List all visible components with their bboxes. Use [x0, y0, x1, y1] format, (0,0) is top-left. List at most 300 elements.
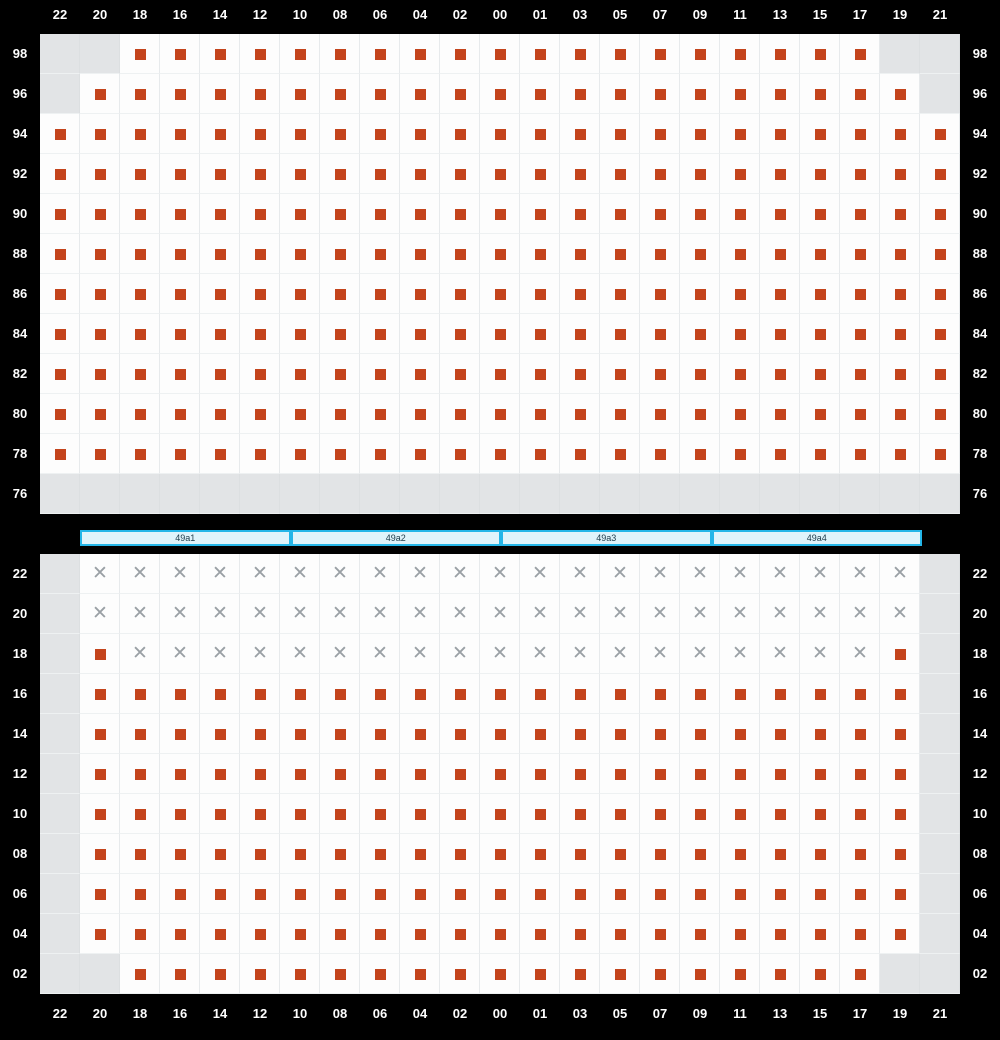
seat-marker[interactable] — [255, 289, 266, 300]
seat-cell-available[interactable] — [640, 74, 680, 114]
seat-marker[interactable] — [215, 129, 226, 140]
seat-cell-available[interactable] — [600, 394, 640, 434]
seat-marker[interactable] — [535, 369, 546, 380]
seat-cell-available[interactable] — [640, 34, 680, 74]
seat-cell-available[interactable] — [240, 674, 280, 714]
seat-cell-available[interactable] — [280, 234, 320, 274]
seat-marker[interactable] — [55, 209, 66, 220]
seat-cell-available[interactable] — [240, 834, 280, 874]
seat-marker[interactable] — [895, 849, 906, 860]
seat-cell-available[interactable] — [360, 874, 400, 914]
seat-cell-available[interactable] — [120, 674, 160, 714]
seat-marker[interactable] — [935, 369, 946, 380]
seat-cell-available[interactable] — [560, 794, 600, 834]
seat-cell-available[interactable] — [640, 114, 680, 154]
seat-marker[interactable] — [215, 769, 226, 780]
seat-marker[interactable] — [735, 329, 746, 340]
seat-marker[interactable] — [895, 889, 906, 900]
seat-marker[interactable] — [215, 49, 226, 60]
seat-marker[interactable] — [255, 689, 266, 700]
seat-cell-available[interactable] — [240, 714, 280, 754]
seat-cell-available[interactable] — [800, 674, 840, 714]
seat-cell-available[interactable] — [240, 154, 280, 194]
seat-marker[interactable] — [655, 329, 666, 340]
seat-cell-available[interactable] — [640, 754, 680, 794]
seat-marker[interactable] — [95, 649, 106, 660]
seat-cell-available[interactable] — [480, 354, 520, 394]
seat-marker[interactable] — [255, 969, 266, 980]
seat-marker[interactable] — [655, 769, 666, 780]
seat-cell-available[interactable] — [520, 194, 560, 234]
seat-marker[interactable] — [375, 169, 386, 180]
seat-cell-available[interactable] — [120, 874, 160, 914]
seat-cell-available[interactable] — [200, 354, 240, 394]
seat-marker[interactable] — [695, 769, 706, 780]
seat-marker[interactable] — [855, 89, 866, 100]
seat-cell-available[interactable] — [160, 754, 200, 794]
seat-cell-available[interactable] — [640, 194, 680, 234]
seat-marker[interactable] — [335, 689, 346, 700]
seat-marker[interactable] — [815, 449, 826, 460]
seat-marker[interactable] — [215, 449, 226, 460]
seat-cell-available[interactable] — [360, 834, 400, 874]
seat-cell-available[interactable] — [320, 834, 360, 874]
seat-cell-available[interactable] — [360, 354, 400, 394]
seat-marker[interactable] — [815, 369, 826, 380]
seat-marker[interactable] — [895, 929, 906, 940]
seat-cell-available[interactable] — [720, 714, 760, 754]
seat-marker[interactable] — [55, 169, 66, 180]
seat-cell-available[interactable] — [760, 74, 800, 114]
seat-cell-available[interactable] — [560, 874, 600, 914]
seat-marker[interactable] — [95, 329, 106, 340]
seat-cell-available[interactable] — [160, 314, 200, 354]
seat-cell-available[interactable] — [720, 794, 760, 834]
seat-cell-available[interactable] — [720, 354, 760, 394]
seat-marker[interactable] — [95, 449, 106, 460]
seat-cell-available[interactable] — [80, 674, 120, 714]
seat-cell-available[interactable] — [360, 794, 400, 834]
seat-cell-available[interactable] — [800, 754, 840, 794]
seat-marker[interactable] — [815, 849, 826, 860]
seat-cell-available[interactable] — [480, 914, 520, 954]
seat-marker[interactable] — [895, 769, 906, 780]
seat-marker[interactable] — [695, 289, 706, 300]
seat-marker[interactable] — [455, 49, 466, 60]
seat-cell-available[interactable] — [400, 314, 440, 354]
seat-marker[interactable] — [415, 369, 426, 380]
seat-marker[interactable] — [215, 889, 226, 900]
seat-marker[interactable] — [735, 889, 746, 900]
seat-cell-available[interactable] — [120, 114, 160, 154]
seat-cell-available[interactable] — [120, 394, 160, 434]
seat-cell-available[interactable] — [920, 154, 960, 194]
seat-marker[interactable] — [455, 329, 466, 340]
seat-cell-available[interactable] — [560, 714, 600, 754]
seat-marker[interactable] — [735, 809, 746, 820]
seat-cell-available[interactable] — [80, 354, 120, 394]
seat-cell-available[interactable] — [120, 954, 160, 994]
seat-cell-available[interactable] — [760, 394, 800, 434]
seat-cell-available[interactable] — [120, 34, 160, 74]
seat-cell-available[interactable] — [200, 34, 240, 74]
seat-cell-available[interactable] — [320, 754, 360, 794]
seat-cell-available[interactable] — [320, 394, 360, 434]
seat-cell-available[interactable] — [880, 794, 920, 834]
seat-marker[interactable] — [455, 129, 466, 140]
seat-marker[interactable] — [415, 89, 426, 100]
seat-cell-available[interactable] — [120, 754, 160, 794]
seat-marker[interactable] — [375, 769, 386, 780]
seat-cell-available[interactable] — [400, 914, 440, 954]
seat-marker[interactable] — [855, 49, 866, 60]
seat-marker[interactable] — [295, 849, 306, 860]
seat-cell-available[interactable] — [120, 434, 160, 474]
seat-marker[interactable] — [615, 129, 626, 140]
seat-cell-available[interactable] — [200, 874, 240, 914]
seat-cell-available[interactable] — [920, 434, 960, 474]
seat-cell-available[interactable] — [160, 354, 200, 394]
seat-marker[interactable] — [735, 729, 746, 740]
seat-marker[interactable] — [695, 369, 706, 380]
seat-cell-available[interactable] — [680, 434, 720, 474]
seat-cell-available[interactable] — [680, 194, 720, 234]
seat-cell-available[interactable] — [160, 154, 200, 194]
seat-marker[interactable] — [615, 809, 626, 820]
seat-cell-available[interactable] — [560, 234, 600, 274]
seat-marker[interactable] — [255, 449, 266, 460]
seat-cell-available[interactable] — [760, 754, 800, 794]
seat-marker[interactable] — [135, 689, 146, 700]
seat-marker[interactable] — [655, 849, 666, 860]
seat-cell-available[interactable] — [680, 74, 720, 114]
seat-marker[interactable] — [855, 729, 866, 740]
seat-cell-available[interactable] — [440, 234, 480, 274]
seat-marker[interactable] — [335, 369, 346, 380]
seat-cell-available[interactable] — [160, 794, 200, 834]
seat-marker[interactable] — [415, 929, 426, 940]
seat-marker[interactable] — [215, 969, 226, 980]
seat-marker[interactable] — [415, 809, 426, 820]
seat-marker[interactable] — [615, 169, 626, 180]
seat-marker[interactable] — [895, 249, 906, 260]
seat-marker[interactable] — [295, 689, 306, 700]
seat-cell-available[interactable] — [280, 674, 320, 714]
seat-marker[interactable] — [295, 369, 306, 380]
seat-cell-available[interactable] — [880, 114, 920, 154]
seat-cell-available[interactable] — [600, 114, 640, 154]
seat-cell-available[interactable] — [760, 314, 800, 354]
seat-cell-available[interactable] — [760, 674, 800, 714]
seat-cell-available[interactable] — [600, 794, 640, 834]
seat-cell-available[interactable] — [160, 954, 200, 994]
seat-cell-available[interactable] — [640, 354, 680, 394]
seat-marker[interactable] — [175, 209, 186, 220]
seat-cell-available[interactable] — [280, 314, 320, 354]
seat-cell-available[interactable] — [600, 874, 640, 914]
seat-marker[interactable] — [815, 689, 826, 700]
seat-cell-available[interactable] — [440, 434, 480, 474]
seat-cell-available[interactable] — [360, 754, 400, 794]
seat-cell-available[interactable] — [480, 834, 520, 874]
seat-marker[interactable] — [615, 849, 626, 860]
seat-marker[interactable] — [535, 809, 546, 820]
seat-cell-available[interactable] — [360, 434, 400, 474]
seat-marker[interactable] — [535, 689, 546, 700]
seat-marker[interactable] — [775, 849, 786, 860]
seat-marker[interactable] — [615, 889, 626, 900]
seat-marker[interactable] — [855, 889, 866, 900]
seat-cell-available[interactable] — [560, 34, 600, 74]
seat-cell-available[interactable] — [280, 194, 320, 234]
seat-marker[interactable] — [95, 929, 106, 940]
seat-marker[interactable] — [375, 209, 386, 220]
seat-marker[interactable] — [335, 129, 346, 140]
seat-cell-available[interactable] — [40, 354, 80, 394]
seat-cell-available[interactable] — [800, 354, 840, 394]
seat-marker[interactable] — [575, 409, 586, 420]
seat-marker[interactable] — [495, 89, 506, 100]
seat-cell-available[interactable] — [240, 914, 280, 954]
seat-marker[interactable] — [535, 409, 546, 420]
seat-marker[interactable] — [575, 289, 586, 300]
seat-cell-available[interactable] — [800, 394, 840, 434]
seat-cell-available[interactable] — [120, 834, 160, 874]
seat-marker[interactable] — [175, 809, 186, 820]
seat-marker[interactable] — [655, 289, 666, 300]
seat-cell-available[interactable] — [320, 194, 360, 234]
seat-marker[interactable] — [895, 689, 906, 700]
seat-marker[interactable] — [415, 329, 426, 340]
seat-marker[interactable] — [255, 889, 266, 900]
seat-cell-available[interactable] — [880, 434, 920, 474]
seat-marker[interactable] — [415, 889, 426, 900]
seat-cell-available[interactable] — [200, 754, 240, 794]
seat-cell-available[interactable] — [840, 114, 880, 154]
seat-cell-available[interactable] — [800, 274, 840, 314]
seat-cell-available[interactable] — [440, 154, 480, 194]
seat-marker[interactable] — [295, 289, 306, 300]
seat-marker[interactable] — [295, 729, 306, 740]
seat-cell-available[interactable] — [320, 274, 360, 314]
seat-marker[interactable] — [535, 729, 546, 740]
seat-cell-available[interactable] — [760, 434, 800, 474]
seat-marker[interactable] — [775, 769, 786, 780]
seat-marker[interactable] — [615, 729, 626, 740]
seat-marker[interactable] — [575, 129, 586, 140]
seat-cell-available[interactable] — [440, 674, 480, 714]
seat-marker[interactable] — [735, 449, 746, 460]
seat-cell-available[interactable] — [680, 714, 720, 754]
seat-cell-available[interactable] — [480, 954, 520, 994]
seat-cell-available[interactable] — [360, 274, 400, 314]
seat-marker[interactable] — [215, 689, 226, 700]
seat-marker[interactable] — [775, 689, 786, 700]
seat-cell-available[interactable] — [280, 914, 320, 954]
seat-marker[interactable] — [255, 729, 266, 740]
seat-cell-available[interactable] — [600, 354, 640, 394]
seat-cell-available[interactable] — [400, 394, 440, 434]
seat-marker[interactable] — [695, 929, 706, 940]
seat-marker[interactable] — [775, 369, 786, 380]
seat-marker[interactable] — [295, 929, 306, 940]
seat-cell-available[interactable] — [320, 74, 360, 114]
seat-marker[interactable] — [455, 729, 466, 740]
seat-marker[interactable] — [575, 169, 586, 180]
seat-cell-available[interactable] — [120, 914, 160, 954]
seat-cell-available[interactable] — [480, 154, 520, 194]
seat-cell-available[interactable] — [200, 314, 240, 354]
seat-cell-available[interactable] — [520, 714, 560, 754]
seat-marker[interactable] — [375, 929, 386, 940]
seat-marker[interactable] — [775, 729, 786, 740]
seat-cell-available[interactable] — [640, 874, 680, 914]
seat-marker[interactable] — [455, 369, 466, 380]
seat-cell-available[interactable] — [880, 194, 920, 234]
seat-marker[interactable] — [815, 889, 826, 900]
seat-marker[interactable] — [855, 809, 866, 820]
seat-marker[interactable] — [775, 289, 786, 300]
seat-cell-available[interactable] — [360, 194, 400, 234]
seat-marker[interactable] — [695, 849, 706, 860]
seat-marker[interactable] — [655, 969, 666, 980]
seat-marker[interactable] — [175, 689, 186, 700]
seat-cell-available[interactable] — [800, 914, 840, 954]
seat-cell-available[interactable] — [760, 274, 800, 314]
seat-cell-available[interactable] — [600, 34, 640, 74]
seat-cell-available[interactable] — [240, 354, 280, 394]
seat-cell-available[interactable] — [720, 74, 760, 114]
seat-cell-available[interactable] — [80, 754, 120, 794]
seat-marker[interactable] — [695, 209, 706, 220]
seat-cell-available[interactable] — [520, 394, 560, 434]
seat-marker[interactable] — [415, 769, 426, 780]
seat-cell-available[interactable] — [640, 674, 680, 714]
seat-marker[interactable] — [415, 729, 426, 740]
seat-cell-available[interactable] — [480, 74, 520, 114]
seat-marker[interactable] — [135, 329, 146, 340]
seat-marker[interactable] — [255, 329, 266, 340]
seat-cell-available[interactable] — [400, 874, 440, 914]
seat-marker[interactable] — [335, 249, 346, 260]
seat-marker[interactable] — [255, 849, 266, 860]
seat-cell-available[interactable] — [120, 274, 160, 314]
seat-cell-available[interactable] — [280, 714, 320, 754]
seat-cell-available[interactable] — [520, 114, 560, 154]
seat-cell-available[interactable] — [560, 354, 600, 394]
seat-marker[interactable] — [775, 249, 786, 260]
section-bar[interactable] — [291, 530, 502, 546]
seat-cell-available[interactable] — [800, 314, 840, 354]
seat-cell-available[interactable] — [320, 874, 360, 914]
seat-cell-available[interactable] — [480, 874, 520, 914]
seat-marker[interactable] — [695, 969, 706, 980]
seat-cell-available[interactable] — [280, 954, 320, 994]
seat-marker[interactable] — [135, 49, 146, 60]
seat-cell-available[interactable] — [320, 794, 360, 834]
seat-cell-available[interactable] — [440, 874, 480, 914]
seat-cell-available[interactable] — [920, 194, 960, 234]
seat-cell-available[interactable] — [640, 954, 680, 994]
seat-cell-available[interactable] — [200, 74, 240, 114]
seat-cell-available[interactable] — [800, 234, 840, 274]
seat-cell-available[interactable] — [840, 874, 880, 914]
seat-cell-available[interactable] — [320, 434, 360, 474]
seat-marker[interactable] — [175, 89, 186, 100]
seat-marker[interactable] — [855, 449, 866, 460]
seat-cell-available[interactable] — [480, 674, 520, 714]
seat-cell-available[interactable] — [80, 834, 120, 874]
seat-cell-available[interactable] — [400, 234, 440, 274]
seat-marker[interactable] — [55, 329, 66, 340]
seat-marker[interactable] — [415, 969, 426, 980]
seat-marker[interactable] — [735, 129, 746, 140]
seat-marker[interactable] — [415, 49, 426, 60]
seat-marker[interactable] — [855, 169, 866, 180]
seat-marker[interactable] — [415, 169, 426, 180]
seat-cell-available[interactable] — [840, 194, 880, 234]
seat-marker[interactable] — [175, 329, 186, 340]
seat-cell-available[interactable] — [120, 74, 160, 114]
seat-marker[interactable] — [255, 409, 266, 420]
seat-marker[interactable] — [255, 89, 266, 100]
seat-cell-available[interactable] — [560, 434, 600, 474]
seat-marker[interactable] — [255, 169, 266, 180]
seat-cell-available[interactable] — [760, 874, 800, 914]
seat-marker[interactable] — [855, 929, 866, 940]
seat-marker[interactable] — [895, 409, 906, 420]
seat-cell-available[interactable] — [400, 954, 440, 994]
seat-cell-available[interactable] — [360, 234, 400, 274]
seat-marker[interactable] — [575, 809, 586, 820]
seat-marker[interactable] — [375, 329, 386, 340]
seat-marker[interactable] — [655, 689, 666, 700]
seat-marker[interactable] — [215, 169, 226, 180]
seat-marker[interactable] — [895, 89, 906, 100]
seat-marker[interactable] — [895, 809, 906, 820]
section-bar[interactable] — [501, 530, 712, 546]
seat-cell-available[interactable] — [240, 314, 280, 354]
seat-cell-available[interactable] — [840, 754, 880, 794]
seat-marker[interactable] — [255, 209, 266, 220]
seat-marker[interactable] — [735, 49, 746, 60]
seat-cell-available[interactable] — [640, 434, 680, 474]
seat-marker[interactable] — [655, 249, 666, 260]
seat-marker[interactable] — [175, 889, 186, 900]
seat-marker[interactable] — [95, 409, 106, 420]
seat-marker[interactable] — [175, 129, 186, 140]
seat-marker[interactable] — [495, 289, 506, 300]
seat-marker[interactable] — [615, 329, 626, 340]
seat-marker[interactable] — [55, 129, 66, 140]
seat-cell-available[interactable] — [280, 794, 320, 834]
seat-cell-available[interactable] — [440, 954, 480, 994]
seat-cell-available[interactable] — [560, 914, 600, 954]
seat-cell-available[interactable] — [80, 314, 120, 354]
seat-marker[interactable] — [655, 449, 666, 460]
seat-cell-available[interactable] — [800, 114, 840, 154]
seat-marker[interactable] — [335, 169, 346, 180]
seat-marker[interactable] — [575, 849, 586, 860]
seat-cell-available[interactable] — [800, 154, 840, 194]
seat-cell-available[interactable] — [320, 674, 360, 714]
seat-cell-available[interactable] — [880, 274, 920, 314]
seat-marker[interactable] — [95, 729, 106, 740]
seat-marker[interactable] — [135, 129, 146, 140]
seat-cell-available[interactable] — [720, 194, 760, 234]
seat-marker[interactable] — [135, 89, 146, 100]
seat-marker[interactable] — [535, 209, 546, 220]
